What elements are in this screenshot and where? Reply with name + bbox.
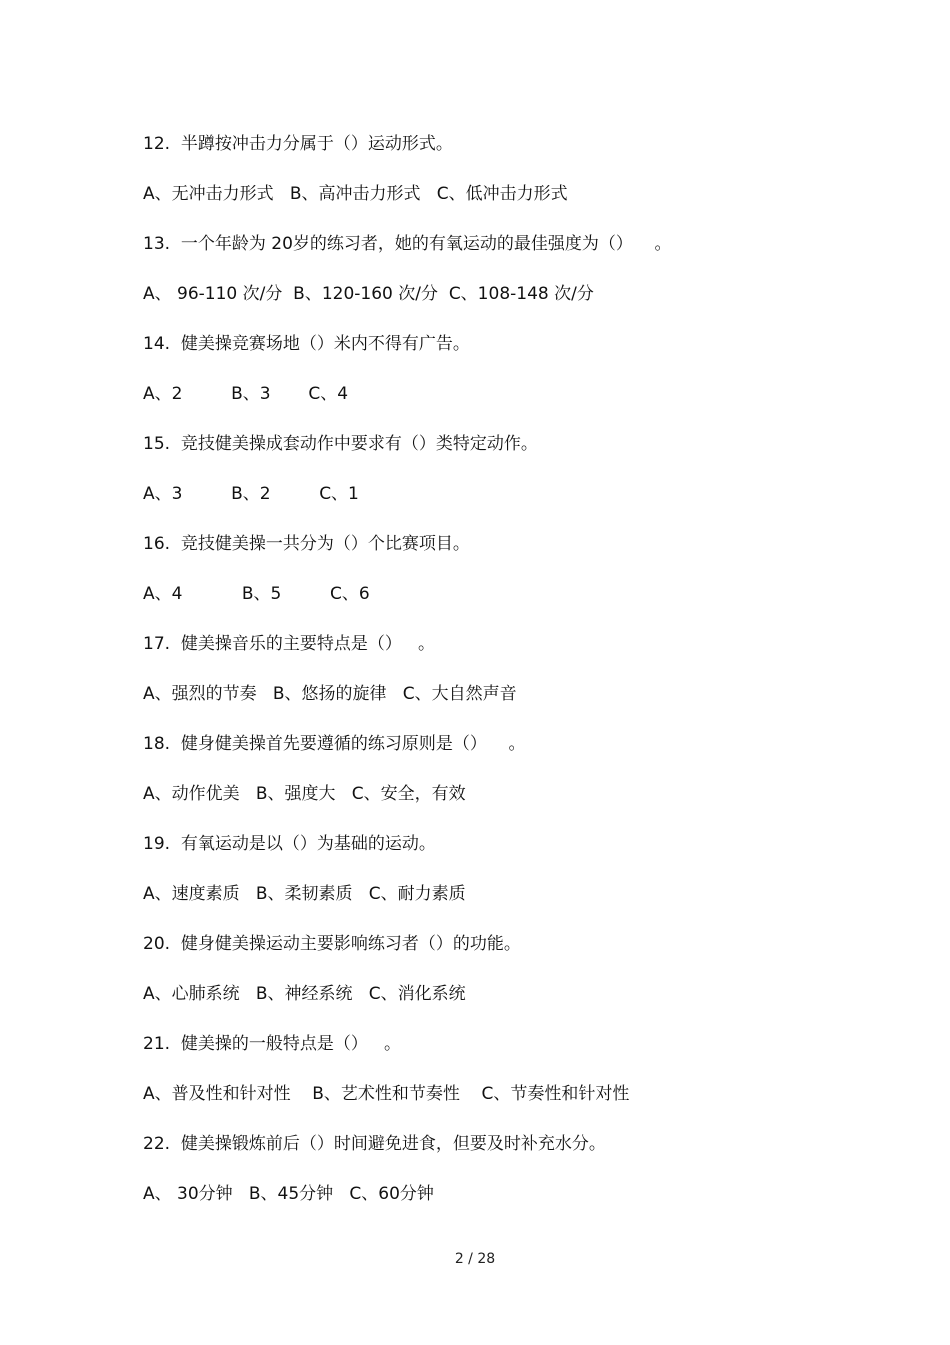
- question-19-text: 19. 有氧运动是以（）为基础的运动。: [143, 834, 436, 854]
- question-12-options: A、无冲击力形式 B、高冲击力形式 C、低冲击力形式: [143, 184, 568, 204]
- question-12-text: 12. 半蹲按冲击力分属于（）运动形式。: [143, 134, 453, 154]
- question-14-text: 14. 健美操竞赛场地（）米内不得有广告。: [143, 334, 470, 354]
- question-16-text: 16. 竞技健美操一共分为（）个比赛项目。: [143, 534, 470, 554]
- question-18-options: A、动作优美 B、强度大 C、安全，有效: [143, 784, 466, 804]
- question-14-options: A、2 B、3 C、4: [143, 384, 349, 404]
- question-15-text: 15. 竞技健美操成套动作中要求有（）类特定动作。: [143, 434, 538, 454]
- question-17-options: A、强烈的节奏 B、悠扬的旋律 C、大自然声音: [143, 684, 517, 704]
- question-19-options: A、速度素质 B、柔韧素质 C、耐力素质: [143, 884, 466, 904]
- question-22-text: 22. 健美操锻炼前后（）时间避免进食，但要及时补充水分。: [143, 1134, 606, 1154]
- question-22-options: A、 30分钟 B、45分钟 C、60分钟: [143, 1184, 434, 1204]
- question-21-text: 21. 健美操的一般特点是（） 。: [143, 1034, 402, 1054]
- question-13-options: A、 96-110 次/分 B、120-160 次/分 C、108-148 次/分: [143, 284, 594, 304]
- question-20-text: 20. 健身健美操运动主要影响练习者（）的功能。: [143, 934, 521, 954]
- question-17-text: 17. 健美操音乐的主要特点是（） 。: [143, 634, 436, 654]
- question-21-options: A、普及性和针对性 B、艺术性和节奏性 C、节奏性和针对性: [143, 1084, 630, 1104]
- question-list: [143, 130, 863, 1230]
- question-16-options: A、4 B、5 C、6: [143, 584, 370, 604]
- question-15-options: A、3 B、2 C、1: [143, 484, 359, 504]
- question-13-text: 13. 一个年龄为 20岁的练习者，她的有氧运动的最佳强度为（） 。: [143, 234, 672, 254]
- page-number: 2 / 28: [454, 1251, 496, 1267]
- question-20-options: A、心肺系统 B、神经系统 C、消化系统: [143, 984, 466, 1004]
- question-18-text: 18. 健身健美操首先要遵循的练习原则是（） 。: [143, 734, 526, 754]
